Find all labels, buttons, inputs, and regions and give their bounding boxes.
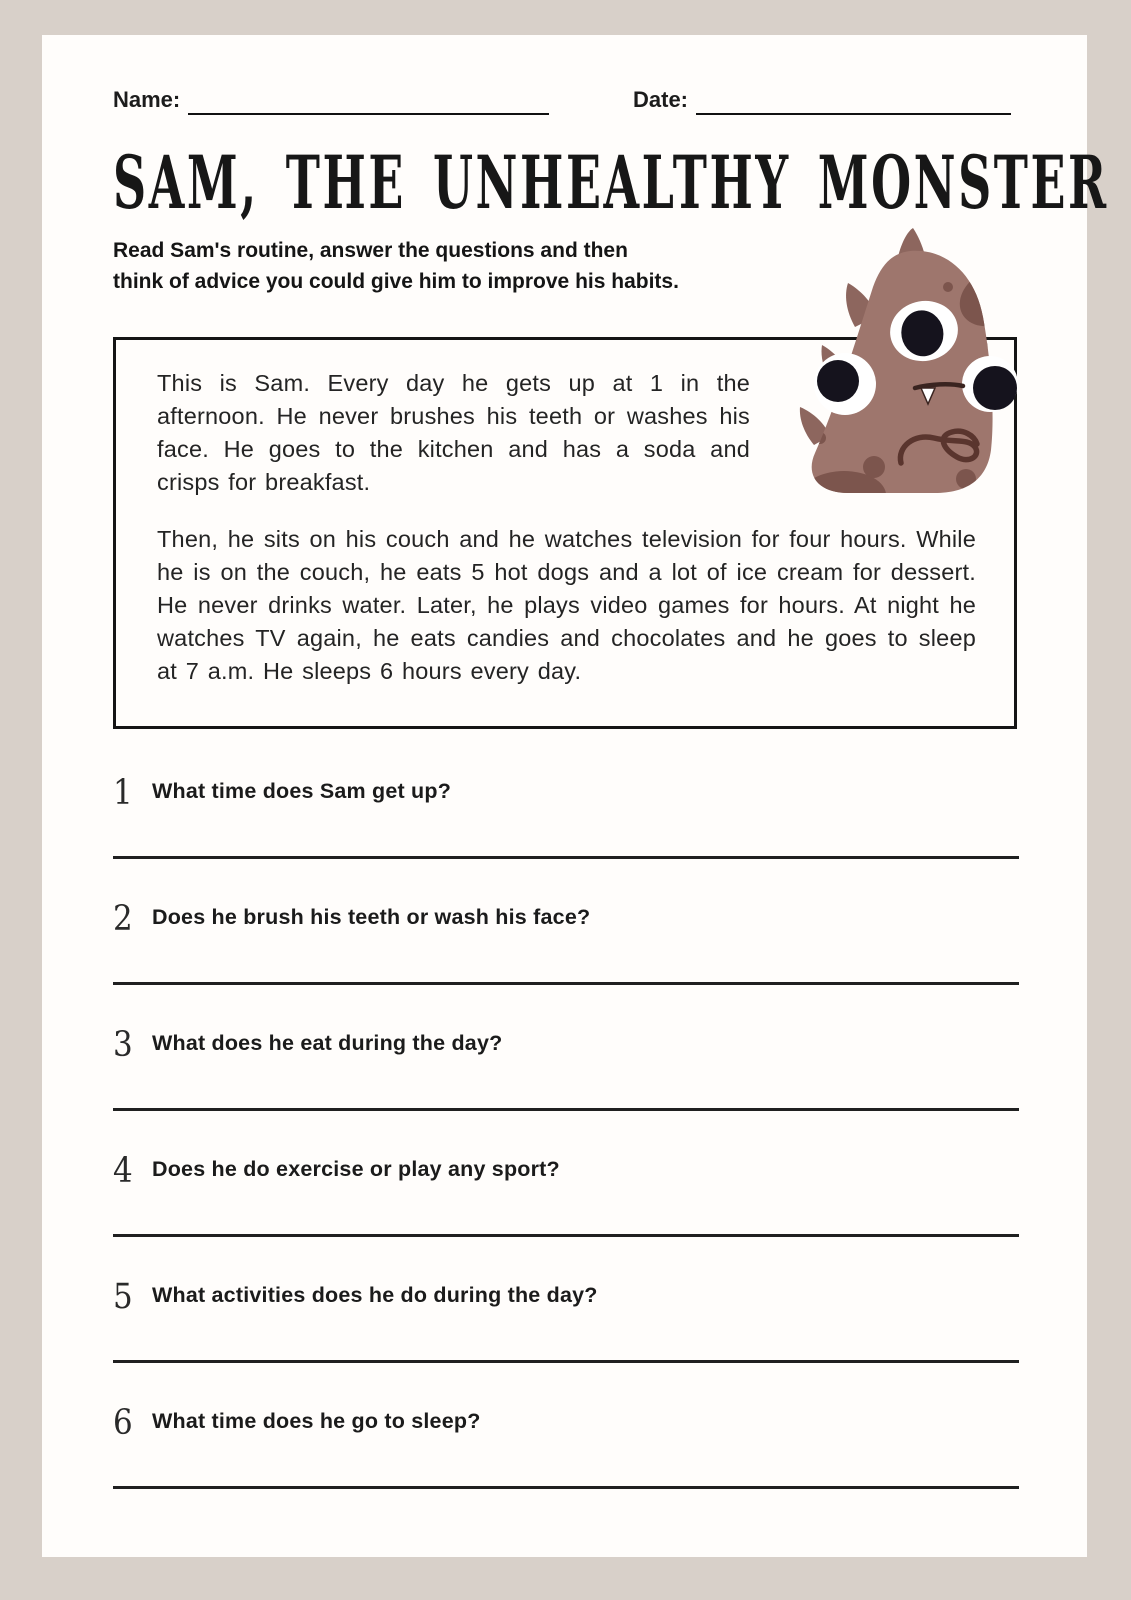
question-number: 3 bbox=[113, 1024, 133, 1066]
monster-illustration bbox=[794, 227, 1020, 501]
question-item-2 bbox=[113, 898, 1019, 985]
question-text: What time does he go to sleep? bbox=[152, 1409, 481, 1433]
question-number: 6 bbox=[113, 1402, 133, 1444]
header-row bbox=[113, 85, 1011, 115]
instructions-line-1: Read Sam's routine, answer the questions and then bbox=[113, 239, 628, 262]
question-item-3 bbox=[113, 1024, 1019, 1111]
monster-icon bbox=[794, 227, 1020, 501]
instructions-line-2: think of advice you could give him to improve his habits. bbox=[113, 270, 679, 293]
passage-paragraph-1: This is Sam. Every day he gets up at 1 in the afternoon. He never brushes his teeth or washes his face. He goes to the kitchen and has a soda and crisps for breakfast. bbox=[157, 370, 750, 495]
question-text: What time does Sam get up? bbox=[152, 779, 452, 803]
question-number: 2 bbox=[113, 898, 133, 940]
question-item-1 bbox=[113, 772, 1019, 859]
passage-paragraph-2: Then, he sits on his couch and he watches television for four hours. While he is on the couch, he eats 5 hot dogs and a lot of ice cream for dessert. He never drinks water. Later, he plays video games for hours. At night he watches TV again, he eats candies and chocolates and he goes to sleep at 7 a.m. He sleeps 6 hours every day. bbox=[157, 526, 976, 684]
name-field bbox=[113, 85, 549, 115]
date-label: Date: bbox=[633, 87, 689, 112]
question-number: 1 bbox=[113, 772, 133, 814]
question-number: 4 bbox=[113, 1150, 133, 1192]
worksheet-page bbox=[42, 35, 1109, 1557]
instructions-text bbox=[113, 235, 833, 297]
worksheet-title: SAM, THE UNHEALTHY MONSTER bbox=[113, 139, 1109, 226]
question-text: What activities does he do during the day? bbox=[152, 1283, 598, 1307]
name-input-line[interactable] bbox=[188, 87, 549, 115]
question-item-6 bbox=[113, 1402, 1019, 1489]
question-text: Does he do exercise or play any sport? bbox=[152, 1157, 560, 1181]
question-number: 5 bbox=[113, 1276, 133, 1318]
date-input-line[interactable] bbox=[696, 87, 1011, 115]
question-text: Does he brush his teeth or wash his face? bbox=[152, 905, 591, 929]
question-item-5 bbox=[113, 1276, 1019, 1363]
questions-list bbox=[113, 772, 1019, 1531]
question-item-4 bbox=[113, 1150, 1019, 1237]
name-label: Name: bbox=[113, 87, 181, 112]
question-text: What does he eat during the day? bbox=[152, 1031, 503, 1055]
date-field bbox=[633, 85, 1011, 115]
